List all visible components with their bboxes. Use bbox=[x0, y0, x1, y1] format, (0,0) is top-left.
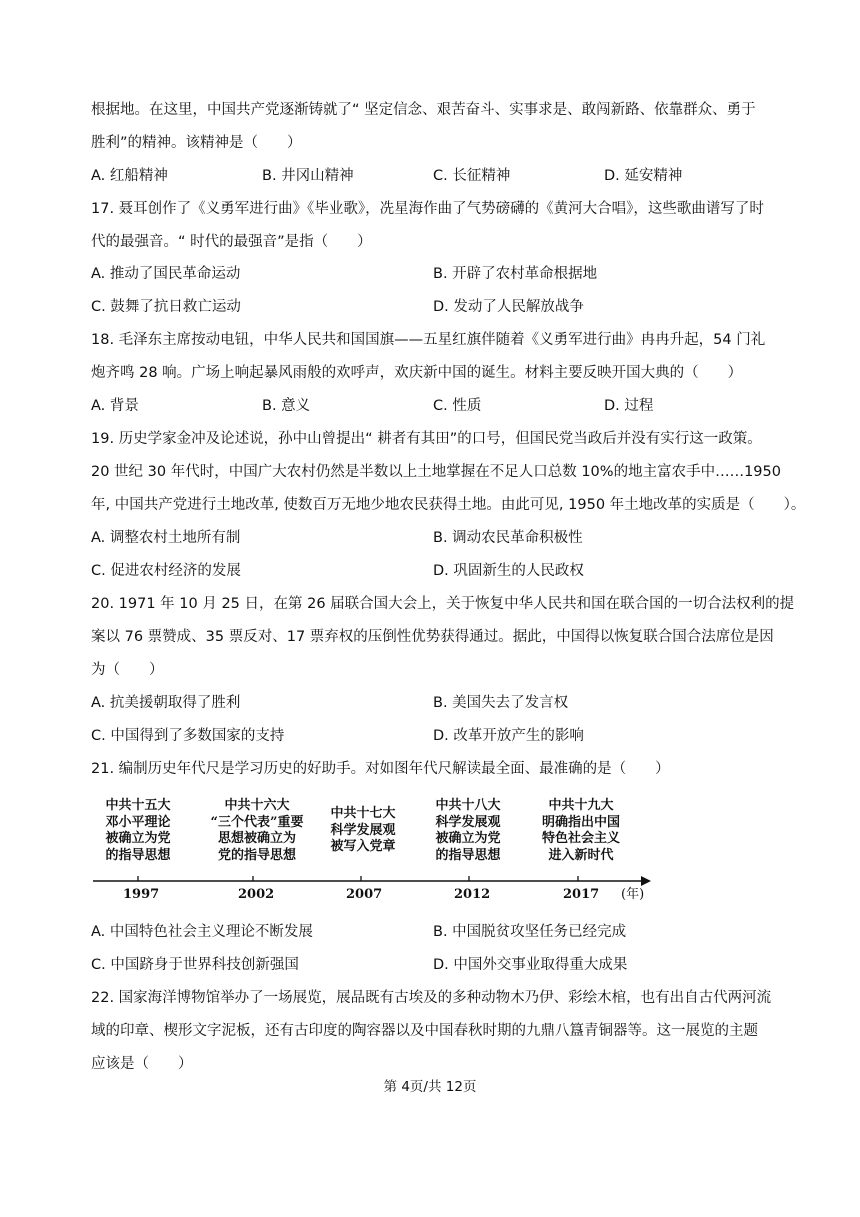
timeline-unit: (年) bbox=[621, 887, 645, 902]
timeline-event-text: 被写入党章 bbox=[330, 839, 396, 854]
timeline-event-text: 科学发展观 bbox=[435, 814, 501, 830]
timeline-event-text: 明确指出中国 bbox=[541, 814, 620, 830]
q19-option-d: D. 巩固新生的人民政权 bbox=[433, 563, 584, 579]
q20-stem-line2: 案以 76 票赞成、35 票反对、17 票弃权的压倒性优势获得通过。据此，中国得以恢复联合国合法席位是因 bbox=[91, 629, 774, 645]
q20-option-b: B. 美国失去了发言权 bbox=[433, 695, 569, 711]
q17-option-b: B. 开辟了农村革命根据地 bbox=[433, 266, 598, 282]
q16-option-c: C. 长征精神 bbox=[433, 168, 511, 184]
timeline-event-text: 科学发展观 bbox=[330, 822, 396, 838]
q17-stem-line1: 17. 聂耳创作了《义勇军进行曲》《毕业歌》，冼星海作曲了气势磅礴的《黄河大合唱》，这些歌曲谱写了时 bbox=[91, 201, 764, 217]
timeline-event-text: 被确立为党 bbox=[435, 831, 501, 846]
q19-stem-line1: 19. 历史学家金冲及论述说，孙中山曾提出“ 耕者有其田”的口号，但国民党当政后并没有实行这一政策。 bbox=[91, 431, 762, 447]
q17-stem-line2: 代的最强音。“ 时代的最强音”是指（ ） bbox=[91, 234, 372, 250]
timeline-event-text: 党的指导思想 bbox=[217, 847, 296, 863]
timeline-event-2007 bbox=[318, 806, 408, 856]
q21-option-b: B. 中国脱贫攻坚任务已经完成 bbox=[433, 924, 627, 940]
timeline-event-2017 bbox=[529, 798, 633, 864]
q21-option-a: A. 中国特色社会主义理论不断发展 bbox=[91, 924, 313, 940]
timeline-event-text: 特色社会主义 bbox=[541, 831, 620, 846]
q22-stem-line1: 22. 国家海洋博物馆举办了一场展览，展品既有古埃及的多种动物木乃伊、彩绘木棺，也有出自古代两河流 bbox=[91, 990, 772, 1006]
timeline-year-1997: 1997 bbox=[123, 887, 160, 902]
q18-option-c: C. 性质 bbox=[433, 398, 482, 414]
q16-option-d: D. 延安精神 bbox=[604, 168, 683, 184]
timeline-figure bbox=[93, 798, 658, 906]
q22-stem-line2: 域的印章、楔形文字泥板，还有古印度的陶容器以及中国春秋时期的九鼎八簋青铜器等。这一展览的主题 bbox=[91, 1023, 758, 1039]
q16-stem-line2: 胜利”的精神。该精神是（ ） bbox=[91, 135, 302, 151]
timeline-year-2002: 2002 bbox=[238, 887, 275, 902]
timeline-event-1997 bbox=[93, 798, 183, 864]
q16-option-a: A. 红船精神 bbox=[91, 168, 168, 184]
timeline-year-2007: 2007 bbox=[346, 887, 383, 902]
q18-option-d: D. 过程 bbox=[604, 398, 654, 414]
timeline-event-text: 中共十七大 bbox=[330, 806, 396, 821]
q19-stem-line3: 年, 中国共产党进行土地改革, 使数百万无地少地农民获得土地。由此可见, 1950 年土地改革的实质是（ ）。 bbox=[91, 497, 806, 513]
q17-option-d: D. 发动了人民解放战争 bbox=[433, 299, 584, 315]
q19-stem-line2: 20 世纪 30 年代时，中国广大农村仍然是半数以上土地掌握在不足人口总数 10%的地主富农手中……1950 bbox=[91, 464, 781, 480]
q16-option-b: B. 井冈山精神 bbox=[262, 168, 354, 184]
timeline-event-2002 bbox=[191, 798, 323, 864]
timeline-event-text: 中共十八大 bbox=[435, 798, 501, 813]
q20-option-a: A. 抗美援朝取得了胜利 bbox=[91, 695, 241, 711]
timeline-year-2017: 2017 bbox=[563, 887, 600, 902]
q20-stem-line3: 为（ ） bbox=[91, 662, 164, 678]
q19-option-b: B. 调动农民革命积极性 bbox=[433, 530, 583, 546]
timeline-event-2012 bbox=[423, 798, 513, 864]
q18-option-b: B. 意义 bbox=[262, 398, 311, 414]
q21-option-c: C. 中国跻身于世界科技创新强国 bbox=[91, 957, 299, 973]
timeline-axis bbox=[93, 874, 658, 888]
q18-option-a: A. 背景 bbox=[91, 398, 139, 414]
timeline-arrow-icon bbox=[641, 876, 651, 886]
q21-stem-line1: 21. 编制历史年代尺是学习历史的好助手。对如图年代尺解读最全面、最准确的是（ ） bbox=[91, 761, 670, 777]
timeline-event-text: 中共十九大 bbox=[548, 798, 614, 813]
q21-option-d: D. 中国外交事业取得重大成果 bbox=[433, 957, 628, 973]
timeline-event-text: 的指导思想 bbox=[435, 847, 501, 863]
timeline-event-text: 中共十六大 bbox=[224, 798, 290, 813]
timeline-event-text: 被确立为党 bbox=[105, 831, 171, 846]
q19-option-c: C. 促进农村经济的发展 bbox=[91, 563, 241, 579]
q20-option-d: D. 改革开放产生的影响 bbox=[433, 728, 584, 744]
page-footer: 第 4页/共 12页 bbox=[383, 1079, 477, 1095]
timeline-year-2012: 2012 bbox=[454, 887, 491, 902]
q22-stem-line3: 应该是（ ） bbox=[91, 1056, 193, 1072]
timeline-event-text: “三个代表”重要 bbox=[210, 814, 304, 830]
q20-stem-line1: 20. 1971 年 10 月 25 日，在第 26 届联合国大会上，关于恢复中华人民共和国在联合国的一切合法权利的提 bbox=[91, 596, 795, 612]
q17-option-a: A. 推动了国民革命运动 bbox=[91, 266, 241, 282]
q18-stem-line1: 18. 毛泽东主席按动电钮，中华人民共和国国旗——五星红旗伴随着《义勇军进行曲》冉冉升起，54 门礼 bbox=[91, 332, 766, 348]
q20-option-c: C. 中国得到了多数国家的支持 bbox=[91, 728, 285, 744]
q18-stem-line2: 炮齐鸣 28 响。广场上响起暴风雨般的欢呼声，欢庆新中国的诞生。材料主要反映开国大典的（ ） bbox=[91, 365, 743, 381]
timeline-event-text: 进入新时代 bbox=[548, 847, 614, 863]
timeline-event-text: 中共十五大 bbox=[105, 798, 171, 813]
q16-stem-line1: 根据地。在这里，中国共产党逐渐铸就了“ 坚定信念、艰苦奋斗、实事求是、敢闯新路、依靠群众、勇于 bbox=[91, 102, 756, 118]
timeline-event-text: 的指导思想 bbox=[105, 847, 171, 863]
timeline-event-text: 思想被确立为 bbox=[217, 831, 296, 846]
q19-option-a: A. 调整农村土地所有制 bbox=[91, 530, 241, 546]
q17-option-c: C. 鼓舞了抗日救亡运动 bbox=[91, 299, 241, 315]
timeline-event-text: 邓小平理论 bbox=[105, 814, 171, 830]
